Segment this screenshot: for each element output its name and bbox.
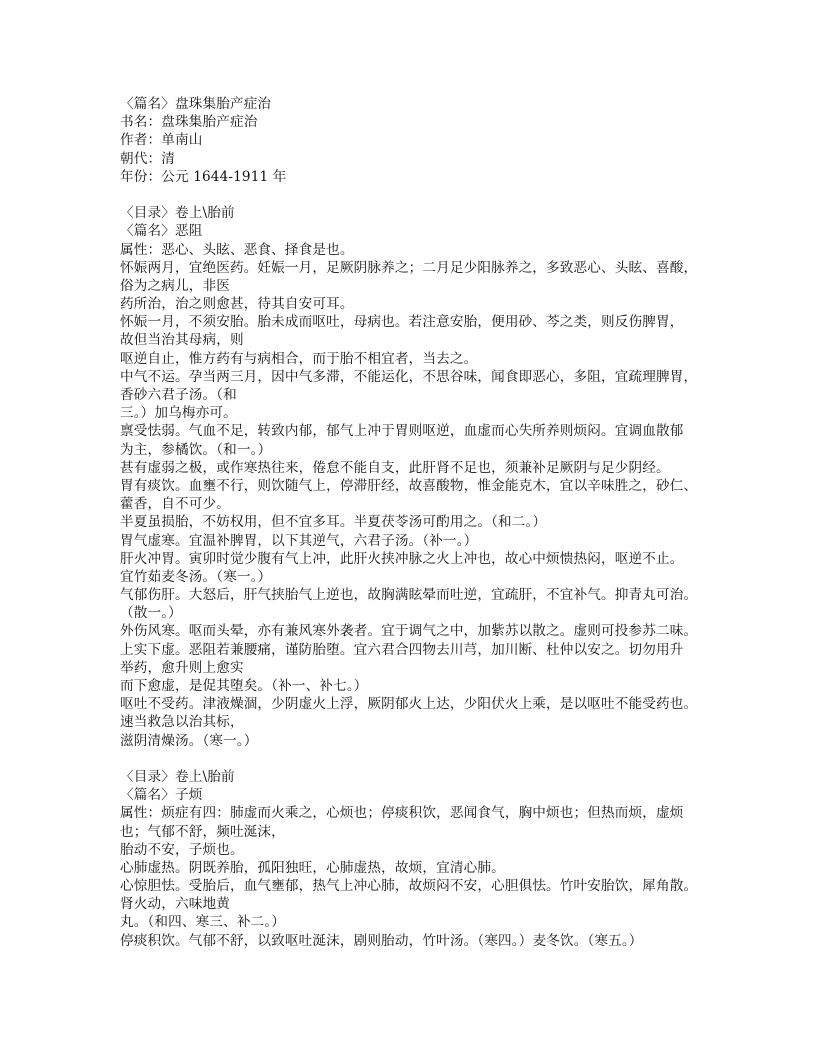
text-line: 心惊胆怯。受胎后，血气壅郁，热气上冲心肺，故烦闷不安，心胆俱怯。竹叶安胎饮，犀角散。	[120, 878, 698, 895]
text-line: 药所治，治之则愈甚，待其自安可耳。	[120, 296, 354, 313]
document-page	[120, 95, 720, 950]
text-line: 书名：盘珠集胎产症治	[120, 114, 258, 131]
text-line: 属性：烦症有四：肺虚而火乘之，心烦也；停痰积饮，恶闻食气，胸中烦也；但热而烦，虚烦	[120, 805, 684, 822]
text-line: 呕逆自止，惟方药有与病相合，而于胎不相宜者，当去之。	[120, 350, 478, 367]
text-line: 三。）加乌梅亦可。	[120, 405, 237, 422]
text-line: 俗为之病儿，非医	[120, 277, 230, 294]
text-line: 〈目录〉卷上\胎前	[120, 768, 235, 785]
text-line: 外伤风寒。呕而头晕，亦有兼风寒外袭者。宜于调气之中，加紫苏以散之。虚则可投参苏二味。	[120, 623, 698, 640]
text-line: 中气不运。孕当两三月，因中气多滞，不能运化，不思谷味，闻食即恶心，多阻，宜疏理脾胃，	[120, 368, 698, 385]
text-line: 作者：单南山	[120, 132, 203, 149]
text-line: 禀受怯弱。气血不足，转致内郁，郁气上冲于胃则呕逆，血虚而心失所养则烦闷。宜调血散郁	[120, 423, 684, 440]
text-line: 也；气郁不舒，频吐涎沫，	[120, 823, 285, 840]
text-line: 胎动不安，子烦也。	[120, 841, 244, 858]
text-line: 速当救急以治其标，	[120, 714, 244, 731]
blank-line	[120, 750, 720, 768]
text-line: 胃气虚寒。宜温补脾胃，以下其逆气，六君子汤。（补一。）	[120, 532, 478, 549]
text-line: 呕吐不受药。津液燥涸，少阴虚火上浮，厥阴郁火上达，少阳伏火上乘，是以呕吐不能受药也。	[120, 696, 698, 713]
text-line: 香砂六君子汤。（和	[120, 387, 237, 403]
text-line: 半夏虽损胎，不妨权用，但不宜多耳。半夏茯苓汤可酌用之。（和二。）	[120, 514, 547, 531]
text-line: 故但当治其母病，则	[120, 332, 244, 349]
text-line: 肾火动，六味地黄	[120, 896, 230, 913]
text-line: 年份：公元 1644-1911 年	[120, 168, 287, 185]
text-line: 滋阴清燥汤。（寒一。）	[120, 732, 258, 749]
text-line: 举药，愈升则上愈实	[120, 659, 244, 676]
text-line: 甚有虚弱之极，或作寒热往来，倦怠不能自支，此肝肾不足也，须兼补足厥阴与足少阴经。	[120, 459, 670, 476]
text-line: 气郁伤肝。大怒后，肝气挟胎气上逆也，故胸满眩晕而吐逆，宜疏肝，不宜补气。抑青丸可治。	[120, 587, 698, 604]
text-line: 怀娠两月，宜绝医药。妊娠一月，足厥阴脉养之；二月足少阳脉养之，多致恶心、头眩、喜酸，	[120, 259, 698, 276]
text-line: 〈篇名〉子烦	[120, 787, 203, 804]
text-line: 上实下虚。恶阻若兼腰痛，谨防胎堕。宜六君合四物去川芎，加川断、杜仲以安之。切勿用升	[120, 641, 684, 658]
text-line: 怀娠一月，不须安胎。胎未成而呕吐，母病也。若注意安胎，便用砂、芩之类，则反伤脾胃，	[120, 314, 684, 331]
text-line: 为主，参橘饮。（和一。）	[120, 441, 272, 458]
text-line: 胃有痰饮。血壅不行，则饮随气上，停滞肝经，故喜酸物，惟金能克木，宜以辛味胜之，砂仁、	[120, 477, 698, 494]
text-line: 停痰积饮。气郁不舒，以致呕吐涎沫，剧则胎动，竹叶汤。（寒四。）麦冬饮。（寒五。）	[120, 932, 643, 949]
text-line: 丸。（和四、寒三、补二。）	[120, 914, 286, 931]
text-line: 宜竹茹麦冬汤。（寒一。）	[120, 568, 272, 585]
text-line: 〈篇名〉盘珠集胎产症治	[120, 96, 272, 112]
text-line: 属性：恶心、头眩、恶食、择食是也。	[120, 241, 354, 258]
text-line: 〈篇名〉恶阻	[120, 223, 203, 240]
text-line: 藿香，自不可少。	[120, 496, 230, 513]
blank-line	[120, 186, 720, 204]
text-line: 肝火冲胃。寅卯时觉少腹有气上冲，此肝火挟冲脉之火上冲也，故心中烦愦热闷，呕逆不止。	[120, 550, 684, 567]
text-line: 朝代：清	[120, 150, 175, 167]
text-line: （散一。）	[120, 605, 182, 622]
text-line: 心肺虚热。阴既养胎，孤阳独旺，心肺虚热，故烦，宜清心肺。	[120, 859, 505, 876]
text-line: 〈目录〉卷上\胎前	[120, 205, 235, 222]
text-line: 而下愈虚，是促其堕矣。（补一、补七。）	[120, 678, 368, 694]
